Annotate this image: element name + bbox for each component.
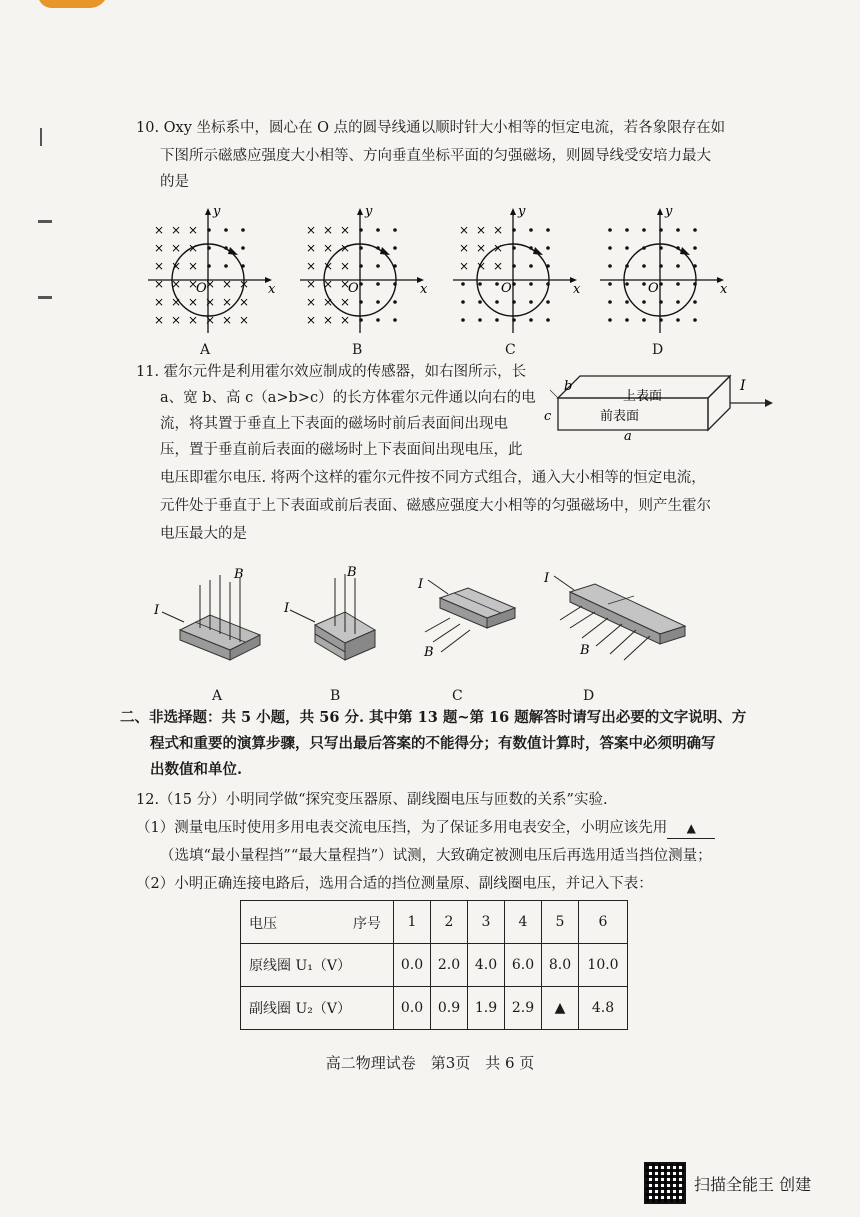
field-into-symbol: × (171, 241, 182, 255)
field-into-symbol: × (154, 259, 165, 273)
q11-option-figures (150, 560, 710, 680)
axis-y-label: y (665, 205, 673, 219)
q10-option-a: A (200, 342, 211, 358)
field-out-symbol (642, 282, 646, 286)
field-out-symbol (625, 282, 629, 286)
field-into-symbol: × (154, 313, 165, 327)
current-label-c: I (418, 577, 424, 592)
field-out-symbol (495, 282, 499, 286)
field-into-symbol: × (340, 313, 351, 327)
answer-blank[interactable]: ▲ (667, 818, 715, 839)
box-front-label: 前表面 (600, 409, 640, 424)
field-out-symbol (529, 264, 533, 268)
field-out-symbol (693, 318, 697, 322)
field-out-symbol (693, 246, 697, 250)
field-into-symbol: × (493, 259, 504, 273)
current-label-a: I (154, 603, 160, 618)
table-cell: 2.9 (505, 987, 542, 1030)
qr-code-icon (644, 1162, 686, 1204)
field-into-symbol: × (323, 295, 334, 309)
field-into-symbol: × (306, 241, 317, 255)
table-cell: 10.0 (579, 944, 628, 987)
field-out-symbol (546, 228, 550, 232)
field-out-symbol (608, 246, 612, 250)
section2-line3: 出数值和单位. (150, 761, 243, 778)
field-out-symbol (529, 300, 533, 304)
index-cell: 3 (468, 901, 505, 944)
field-out-symbol (393, 300, 397, 304)
field-out-symbol (393, 318, 397, 322)
q11-option-b: B (330, 688, 341, 704)
field-into-symbol: × (171, 313, 182, 327)
q10-line1: 10. Oxy 坐标系中，圆心在 O 点的圆导线通以顺时针大小相等的恒定电流，若各象限存在如 (136, 120, 726, 136)
field-into-symbol: × (222, 295, 233, 309)
field-into-symbol: × (493, 241, 504, 255)
q11-figure-c (417, 577, 515, 660)
row-label: 原线圈 U₁（V） (241, 944, 394, 987)
field-out-symbol (241, 228, 245, 232)
field-into-symbol: × (340, 259, 351, 273)
answer-blank-cell[interactable]: ▲ (542, 987, 579, 1030)
table-cell: 6.0 (505, 944, 542, 987)
field-into-symbol: × (340, 277, 351, 291)
field-out-symbol (546, 300, 550, 304)
field-label-b: B (347, 565, 357, 580)
field-out-symbol (546, 318, 550, 322)
field-label-d: B (580, 643, 590, 658)
field-out-symbol (693, 228, 697, 232)
field-into-symbol: × (306, 295, 317, 309)
table-cell: 1.9 (468, 987, 505, 1030)
q11-line2: a、宽 b、高 c（a>b>c）的长方体霍尔元件通以向右的电 (160, 390, 536, 406)
axis-y-label: y (365, 205, 373, 219)
q10-option-b: B (352, 342, 363, 358)
field-into-symbol: × (205, 295, 216, 309)
field-out-symbol (676, 282, 680, 286)
field-out-symbol (461, 282, 465, 286)
field-into-symbol: × (222, 313, 233, 327)
field-out-symbol (608, 318, 612, 322)
field-out-symbol (529, 318, 533, 322)
q11-line3: 流，将其置于垂直上下表面的磁场时前后表面间出现电 (160, 416, 508, 432)
field-out-symbol (642, 264, 646, 268)
field-out-symbol (625, 228, 629, 232)
field-into-symbol: × (154, 223, 165, 237)
field-into-symbol: × (340, 223, 351, 237)
field-out-symbol (625, 246, 629, 250)
index-cell: 6 (579, 901, 628, 944)
field-out-symbol (376, 228, 380, 232)
field-label-c: B (424, 645, 434, 660)
field-into-symbol: × (188, 277, 199, 291)
origin-label: O (196, 281, 207, 296)
field-into-symbol: × (306, 259, 317, 273)
axis-y-label: y (213, 205, 221, 219)
field-out-symbol (642, 300, 646, 304)
field-into-symbol: × (239, 277, 250, 291)
field-out-symbol (478, 300, 482, 304)
q11-option-c: C (452, 688, 463, 704)
section2-line2: 程式和重要的演算步骤，只写出最后答案的不能得分；有数值计算时，答案中必须明确写 (150, 735, 716, 752)
field-into-symbol: × (171, 259, 182, 273)
current-label-d: I (544, 571, 550, 586)
field-into-symbol: × (154, 241, 165, 255)
field-out-symbol (478, 282, 482, 286)
q11-line1: 11. 霍尔元件是利用霍尔效应制成的传感器，如右图所示，长 (136, 364, 527, 380)
q12-part1 (136, 818, 715, 839)
field-into-symbol: × (306, 277, 317, 291)
field-into-symbol: × (340, 241, 351, 255)
voltage-table (240, 900, 628, 1030)
field-into-symbol: × (188, 241, 199, 255)
field-diagram-b (300, 205, 428, 333)
field-out-symbol (393, 246, 397, 250)
field-into-symbol: × (188, 223, 199, 237)
q10-line2: 下图所示磁感应强度大小相等、方向垂直坐标平面的匀强磁场，则圆导线受安培力最大 (160, 148, 711, 164)
field-out-symbol (676, 264, 680, 268)
field-out-symbol (608, 228, 612, 232)
axis-y-label: y (518, 205, 526, 219)
field-into-symbol: × (205, 313, 216, 327)
current-label: I (740, 378, 746, 394)
corner-right: 序号 (353, 916, 381, 932)
field-out-symbol (608, 282, 612, 286)
q11-figure-b (283, 565, 375, 660)
field-out-symbol (461, 318, 465, 322)
table-cell: 0.0 (394, 944, 431, 987)
table-header-row (241, 901, 628, 944)
current-label-b: I (284, 601, 290, 616)
q11-figure-d (543, 571, 685, 660)
field-out-symbol (495, 300, 499, 304)
field-into-symbol: × (459, 241, 470, 255)
field-into-symbol: × (476, 223, 487, 237)
field-into-symbol: × (171, 277, 182, 291)
q11-line7: 电压最大的是 (160, 526, 247, 542)
table-corner-cell (241, 901, 394, 944)
row-label: 副线圈 U₂（V） (241, 987, 394, 1030)
index-cell: 4 (505, 901, 542, 944)
field-into-symbol: × (188, 259, 199, 273)
field-into-symbol: × (171, 295, 182, 309)
scanner-watermark (644, 1162, 811, 1204)
q10-option-d: D (652, 342, 664, 358)
box-top-label: 上表面 (623, 389, 663, 404)
index-cell: 1 (394, 901, 431, 944)
q11-line4: 压，置于垂直前后表面的磁场时上下表面间出现电压，此 (160, 442, 523, 458)
field-out-symbol (625, 318, 629, 322)
field-out-symbol (676, 228, 680, 232)
field-into-symbol: × (239, 313, 250, 327)
page-footer: 高二物理试卷 第3页 共 6 页 (325, 1054, 535, 1072)
q11-line5: 电压即霍尔电压. 将两个这样的霍尔元件按不同方式组合，通入大小相等的恒定电流， (160, 470, 706, 486)
q12-part1b: （选填“最小量程挡”“最大量程挡”）试测，大致确定被测电压后再选用适当挡位测量； (160, 848, 712, 864)
field-out-symbol (608, 264, 612, 268)
field-out-symbol (376, 282, 380, 286)
field-diagram-d (600, 205, 728, 333)
q10-line3: 的是 (160, 174, 189, 190)
q11-option-a: A (212, 688, 223, 704)
field-into-symbol: × (154, 277, 165, 291)
margin-mark (38, 220, 52, 223)
axis-x-label: x (268, 282, 276, 297)
dim-c-label: c (544, 409, 552, 424)
field-out-symbol (529, 282, 533, 286)
scan-artifact (38, 0, 108, 8)
field-out-symbol (461, 300, 465, 304)
field-into-symbol: × (306, 313, 317, 327)
field-out-symbol (608, 300, 612, 304)
table-cell: 2.0 (431, 944, 468, 987)
q10-figures (140, 205, 740, 340)
origin-label: O (648, 281, 659, 296)
q11-line6: 元件处于垂直于上下表面或前后表面、磁感应强度大小相等的匀强磁场中，则产生霍尔 (160, 498, 711, 514)
field-into-symbol: × (459, 259, 470, 273)
index-cell: 5 (542, 901, 579, 944)
field-into-symbol: × (188, 313, 199, 327)
table-cell: 4.8 (579, 987, 628, 1030)
axis-x-label: x (420, 282, 428, 297)
field-into-symbol: × (323, 259, 334, 273)
origin-label: O (348, 281, 359, 296)
field-into-symbol: × (239, 295, 250, 309)
q11-figure-a (153, 567, 260, 660)
field-into-symbol: × (306, 223, 317, 237)
field-into-symbol: × (340, 295, 351, 309)
table-cell: 0.9 (431, 987, 468, 1030)
field-into-symbol: × (222, 277, 233, 291)
field-into-symbol: × (476, 259, 487, 273)
corner-left: 电压 (249, 916, 277, 932)
field-diagram-a (148, 205, 276, 333)
field-into-symbol: × (476, 241, 487, 255)
field-out-symbol (642, 318, 646, 322)
field-out-symbol (478, 318, 482, 322)
field-out-symbol (495, 318, 499, 322)
margin-mark (38, 296, 52, 299)
field-into-symbol: × (171, 223, 182, 237)
field-out-symbol (376, 318, 380, 322)
field-into-symbol: × (459, 223, 470, 237)
dim-a-label: a (624, 429, 632, 444)
margin-mark (40, 128, 42, 146)
q11-option-d: D (583, 688, 595, 704)
watermark-text: 扫描全能王 创建 (694, 1174, 812, 1194)
q12-line1: 12.（15 分）小明同学做“探究变压器原、副线圈电压与匝数的关系”实验. (136, 792, 608, 808)
field-into-symbol: × (323, 313, 334, 327)
index-cell: 2 (431, 901, 468, 944)
field-into-symbol: × (154, 295, 165, 309)
table-row (241, 987, 628, 1030)
table-cell: 0.0 (394, 987, 431, 1030)
field-out-symbol (676, 318, 680, 322)
axis-x-label: x (720, 282, 728, 297)
field-out-symbol (693, 300, 697, 304)
field-into-symbol: × (323, 277, 334, 291)
q10-option-c: C (505, 342, 516, 358)
field-out-symbol (376, 264, 380, 268)
table-row (241, 944, 628, 987)
field-diagram-c (453, 205, 581, 333)
q12-part1-text: （1）测量电压时使用多用电表交流电压挡，为了保证多用电表安全，小明应该先用 (136, 820, 668, 836)
field-out-symbol (642, 228, 646, 232)
field-into-symbol: × (188, 295, 199, 309)
field-out-symbol (676, 300, 680, 304)
table-cell: 4.0 (468, 944, 505, 987)
origin-label: O (501, 281, 512, 296)
field-out-symbol (546, 246, 550, 250)
axis-x-label: x (573, 282, 581, 297)
table-cell: 8.0 (542, 944, 579, 987)
dim-b-label: b (564, 379, 573, 394)
field-out-symbol (393, 228, 397, 232)
hall-element-diagram (540, 368, 780, 448)
field-into-symbol: × (323, 223, 334, 237)
field-into-symbol: × (205, 277, 216, 291)
field-out-symbol (224, 264, 228, 268)
field-into-symbol: × (493, 223, 504, 237)
field-into-symbol: × (323, 241, 334, 255)
q12-part2: （2）小明正确连接电路后，选用合适的挡位测量原、副线圈电压，并记入下表： (136, 876, 653, 892)
field-out-symbol (376, 300, 380, 304)
field-out-symbol (224, 228, 228, 232)
section2-line1: 二、非选择题：共 5 小题，共 56 分. 其中第 13 题~第 16 题解答时请写出必要的文字说明、方 (120, 709, 747, 726)
field-label-a: B (234, 567, 244, 582)
field-out-symbol (625, 300, 629, 304)
field-out-symbol (241, 246, 245, 250)
field-out-symbol (529, 228, 533, 232)
